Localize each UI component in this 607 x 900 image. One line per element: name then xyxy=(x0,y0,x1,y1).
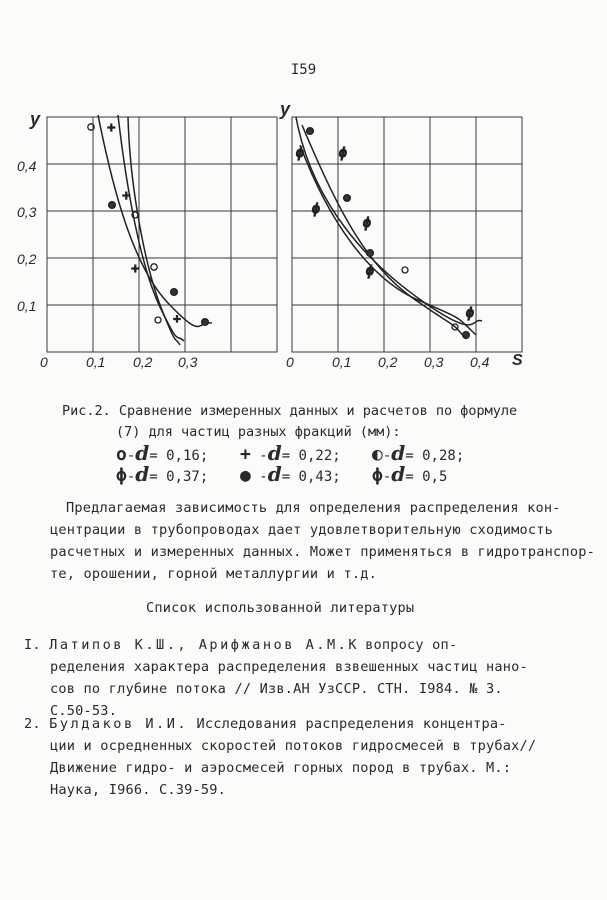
x-tick: 0,1 xyxy=(86,354,106,370)
marker-dot xyxy=(202,319,209,326)
paragraph-line: расчетных и измеренных данных. Может применяться в гидротранспор- xyxy=(50,544,595,560)
figure-caption-line-2: (7) для частиц разных фракций (мм): xyxy=(116,424,401,440)
reference-line: ределения характера распределения взвешенных частиц нано- xyxy=(50,659,528,675)
right-markers xyxy=(296,128,474,339)
legend-value: = 0,16; xyxy=(149,448,209,464)
x-tick: 0,2 xyxy=(133,354,153,370)
marker-circle xyxy=(155,317,161,323)
left-plot xyxy=(47,117,277,352)
legend-symbol-plus: + xyxy=(240,444,251,465)
legend-d: d xyxy=(135,462,150,486)
right-plot-frame xyxy=(292,117,522,352)
legend-value: = 0,28; xyxy=(405,448,465,464)
reference-line: С.50-53. xyxy=(50,703,118,719)
x-tick: 0,3 xyxy=(178,354,198,370)
marker-phi: ϕ xyxy=(339,144,347,160)
legend-d: d xyxy=(135,441,150,465)
x-tick: 0,2 xyxy=(378,354,398,370)
legend-symbol-phi: ϕ xyxy=(372,465,383,486)
page-number: I59 xyxy=(290,62,317,78)
marker-phi: ϕ xyxy=(312,200,320,216)
legend-d: d xyxy=(267,462,282,486)
x-axis-label: S xyxy=(512,352,523,369)
marker-plus: + xyxy=(131,260,140,276)
legend-item: + -d= 0,22; xyxy=(240,441,341,465)
reference-authors: Булдаков И.И. xyxy=(49,716,189,732)
legend-value: = 0,43; xyxy=(281,469,341,485)
x-tick: 0,1 xyxy=(332,354,352,370)
right-curve-2 xyxy=(300,145,476,335)
reference-text: Исследования распределения концентра- xyxy=(196,716,507,732)
legend-symbol-phi: ϕ xyxy=(116,465,127,486)
reference-line: ции и осредненных скоростей потоков гидросмесей в трубах// xyxy=(50,738,537,754)
marker-dot xyxy=(171,289,178,296)
marker-dot xyxy=(463,332,470,339)
paragraph-line: центрации в трубопроводах дает удовлетворительную сходимость xyxy=(50,522,554,538)
legend-item: ϕ-d= 0,37; xyxy=(116,462,209,486)
y-tick: 0,2 xyxy=(17,251,37,267)
left-curves xyxy=(98,115,212,345)
x-tick: 0 xyxy=(286,354,294,370)
x-tick: 0 xyxy=(40,354,48,370)
figure-caption-line-1: Рис.2. Сравнение измеренных данных и расчетов по формуле xyxy=(62,403,518,419)
marker-dot xyxy=(109,202,116,209)
paragraph-line: Предлагаемая зависимость для определения распределения кон- xyxy=(66,500,561,516)
reference-number: I. xyxy=(24,637,41,653)
reference-2-line-1 xyxy=(24,716,507,732)
reference-text: К вопросу оп- xyxy=(348,637,458,653)
right-curves xyxy=(296,117,482,339)
right-curve-1 xyxy=(296,117,482,325)
marker-plus: + xyxy=(107,119,116,135)
reference-authors: Латипов К.Ш., Арифжанов А.М. xyxy=(49,637,349,653)
marker-phi: ϕ xyxy=(366,262,374,278)
legend-d: d xyxy=(391,462,406,486)
legend-item: ● -d= 0,43; xyxy=(240,462,341,486)
y-axis-label-right: y xyxy=(280,99,291,119)
marker-dot xyxy=(344,195,351,202)
marker-phi: ϕ xyxy=(296,144,304,160)
paragraph-line: те, орошении, горной металлургии и т.д. xyxy=(50,566,377,582)
legend-symbol-dot: ● xyxy=(240,465,251,486)
y-tick: 0,1 xyxy=(17,298,37,314)
y-axis-label: y xyxy=(30,109,41,129)
marker-plus: + xyxy=(173,311,181,326)
marker-circle xyxy=(402,267,408,273)
legend-value: = 0,37; xyxy=(149,469,209,485)
legend-item: ϕ-d= 0,5 xyxy=(372,462,448,486)
y-tick: 0,4 xyxy=(17,158,37,174)
reference-1-line-1 xyxy=(24,637,457,653)
reference-number: 2. xyxy=(24,716,41,732)
marker-phi: ϕ xyxy=(466,304,474,320)
legend-d: d xyxy=(267,441,282,465)
marker-dot xyxy=(307,128,314,135)
legend-d: d xyxy=(391,441,406,465)
marker-phi: ϕ xyxy=(363,214,371,230)
y-tick: 0,3 xyxy=(17,204,37,220)
left-plot-frame xyxy=(47,117,277,352)
marker-plus: + xyxy=(122,187,131,203)
x-tick: 0,3 xyxy=(424,354,444,370)
reference-line: сов по глубине потока // Изв.АН УзССР. СТН. I984. № 3. xyxy=(50,681,503,697)
marker-circle xyxy=(151,264,157,270)
reference-line: Движение гидро- и аэросмесей горных пород в трубах. М.: xyxy=(50,760,512,776)
legend-value: = 0,22; xyxy=(281,448,341,464)
legend-symbol-half-circle: ◐ xyxy=(372,444,383,465)
x-tick: 0,4 xyxy=(470,354,490,370)
legend-symbol-circle: o xyxy=(116,444,127,465)
references-title: Список использованной литературы xyxy=(146,600,415,616)
figure-2 xyxy=(0,95,607,380)
legend-value: = 0,5 xyxy=(405,469,448,485)
legend-item: o-d= 0,16; xyxy=(116,441,209,465)
legend-item: ◐-d= 0,28; xyxy=(372,441,465,465)
right-plot xyxy=(292,117,522,352)
reference-line: Наука, I966. С.39-59. xyxy=(50,782,227,798)
marker-dot xyxy=(367,250,374,257)
